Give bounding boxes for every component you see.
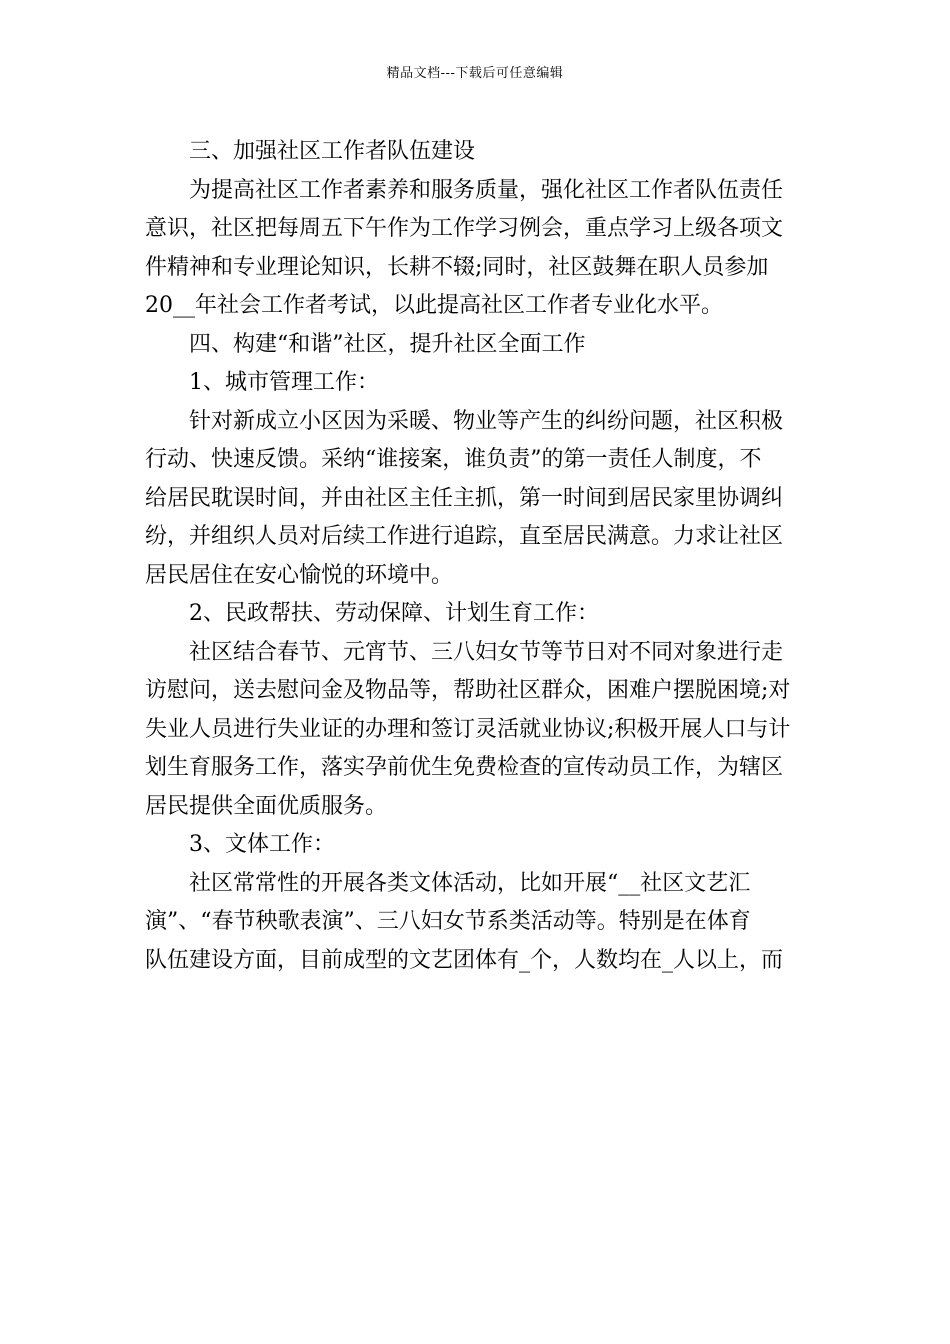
subsection-heading [145,595,808,634]
paragraph [145,403,808,596]
text-line: 划生育服务工作，落实孕前优生免费检查的宣传动员工作，为辖区 [145,755,784,780]
text-line: 居民居住在安心愉悦的环境中。 [145,562,454,588]
text-line: 演”、“春节秧歌表演”、三八妇女节系类活动等。特别是在体育 [145,909,751,934]
text-line: 为提高社区工作者素养和服务质量，强化社区工作者队伍责任 [189,177,784,203]
text-line: 纷，并组织人员对后续工作进行追踪，直至居民满意。力求让社区 [145,524,784,549]
text-line: 2、民政帮扶、劳动保障、计划生育工作： [189,601,599,626]
text-line: 20__年社会工作者考试，以此提高社区工作者专业化水平。 [145,293,723,318]
text-line: 意识，社区把每周五下午作为工作学习例会，重点学习上级各项文 [145,216,784,241]
text-line: 访慰问，送去慰问金及物品等，帮助社区群众，困难户摆脱困境;对 [145,678,791,703]
text-line: 1、城市管理工作： [189,370,379,395]
text-line: 四、构建“和谐”社区，提升社区全面工作 [189,331,586,357]
section-heading [145,326,808,365]
text-line: 针对新成立小区因为采暖、物业等产生的纠纷问题，社区积极 [189,408,784,434]
subsection-heading [145,826,808,865]
text-line: 件精神和专业理论知识，长耕不辍;同时，社区鼓舞在职人员参加 [145,254,769,280]
section-heading [145,133,808,172]
page-header: 精品文档---下载后可任意编辑 [386,66,564,81]
text-line: 给居民耽误时间，并由社区主任主抓，第一时间到居民家里协调纠 [145,485,784,511]
paragraph [145,172,808,326]
text-line: 队伍建设方面，目前成型的文艺团体有_个，人数均在_人以上，而 [145,947,784,973]
paragraph [145,634,808,827]
text-line: 3、文体工作： [189,832,335,857]
text-line: 三、加强社区工作者队伍建设 [189,139,476,164]
text-line: 社区结合春节、元宵节、三八妇女节等节日对不同对象进行走 [189,639,784,665]
document-body [145,133,808,980]
text-line: 社区常常性的开展各类文体活动，比如开展“__社区文艺汇 [189,870,751,896]
subsection-heading [145,364,808,403]
text-line: 失业人员进行失业证的办理和签订灵活就业协议;积极开展人口与计 [145,716,791,742]
text-line: 居民提供全面优质服务。 [145,793,388,819]
paragraph [145,865,808,981]
text-line: 行动、快速反馈。采纳“谁接案，谁负责”的第一责任人制度，不 [145,447,762,472]
